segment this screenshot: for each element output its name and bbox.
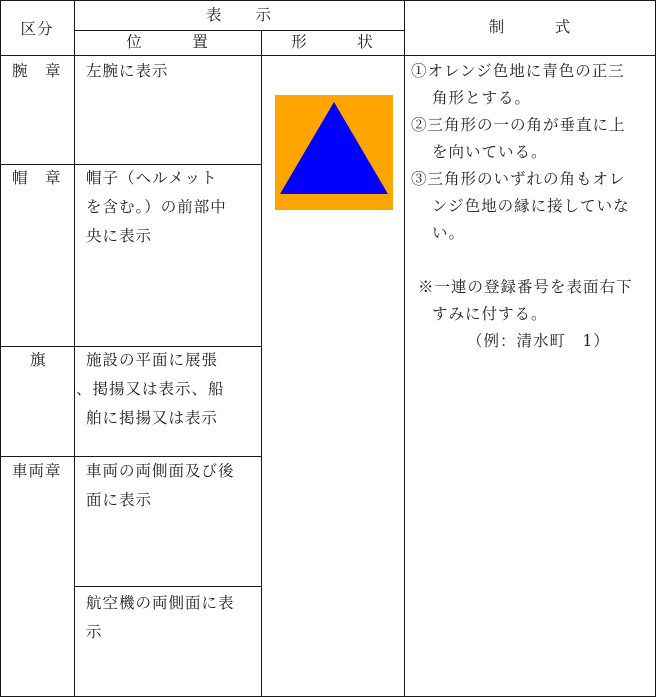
- ichi-bosho-line-3: 央に表示: [86, 227, 153, 245]
- kubun-sharyosho: 車両章: [12, 462, 62, 480]
- col-sep-kubun: [74, 0, 75, 697]
- seishiki-line-4: を向いている。: [432, 143, 548, 161]
- seishiki-line-6: ンジ色地の縁に接していな: [432, 197, 630, 215]
- col-sep-keijo: [404, 0, 405, 697]
- ichi-hata-line-1: 施設の平面に展張: [86, 351, 219, 369]
- ichi-sharyo-line-2: 面に表示: [86, 491, 153, 509]
- col-sep-ichi: [261, 30, 262, 697]
- seishiki-line-1: ①オレンジ色地に青色の正三: [411, 62, 625, 80]
- seishiki-line-7: い。: [432, 224, 466, 242]
- header-seishiki: 制 式: [488, 18, 572, 36]
- table-left-border: [0, 0, 1, 697]
- kubun-bosho: 帽 章: [12, 169, 62, 187]
- seishiki-line-3: ②三角形の一の角が垂直に上: [411, 116, 626, 134]
- civil-protection-emblem-icon: [275, 95, 393, 210]
- ichi-wansho-line-1: 左腕に表示: [86, 62, 169, 80]
- ichi-hata-line-2: 、掲揚又は表示、船: [76, 380, 225, 398]
- ichi-kokuki-line-1: 航空機の両側面に表: [86, 594, 235, 612]
- header-kubun: 区分: [20, 20, 54, 38]
- row-sep-4: [74, 586, 261, 587]
- header-keijo: 形 状: [291, 33, 374, 51]
- kubun-wansho: 腕 章: [12, 62, 62, 80]
- seishiki-line-2: 角形とする。: [432, 89, 532, 107]
- ichi-bosho-line-2: を含む。）の前部中: [86, 198, 227, 216]
- seishiki-line-9: ※一連の登録番号を表面右下: [418, 278, 633, 296]
- ichi-sharyo-line-1: 車両の両側面及び後: [86, 462, 235, 480]
- seishiki-line-5: ③三角形のいずれの角もオレ: [411, 170, 626, 188]
- header-hyoji: 表 示: [205, 6, 272, 24]
- ichi-bosho-line-1: 帽子（ヘルメット: [86, 169, 218, 187]
- kubun-hata: 旗: [30, 351, 47, 369]
- ichi-hata-line-3: 舶に掲揚又は表示: [86, 409, 219, 427]
- ichi-kokuki-line-2: 示: [86, 623, 103, 641]
- seishiki-line-10: すみに付する。: [432, 305, 548, 323]
- seishiki-line-11: （例：清水町 1）: [467, 332, 610, 350]
- header-ichi: 位 置: [126, 33, 209, 51]
